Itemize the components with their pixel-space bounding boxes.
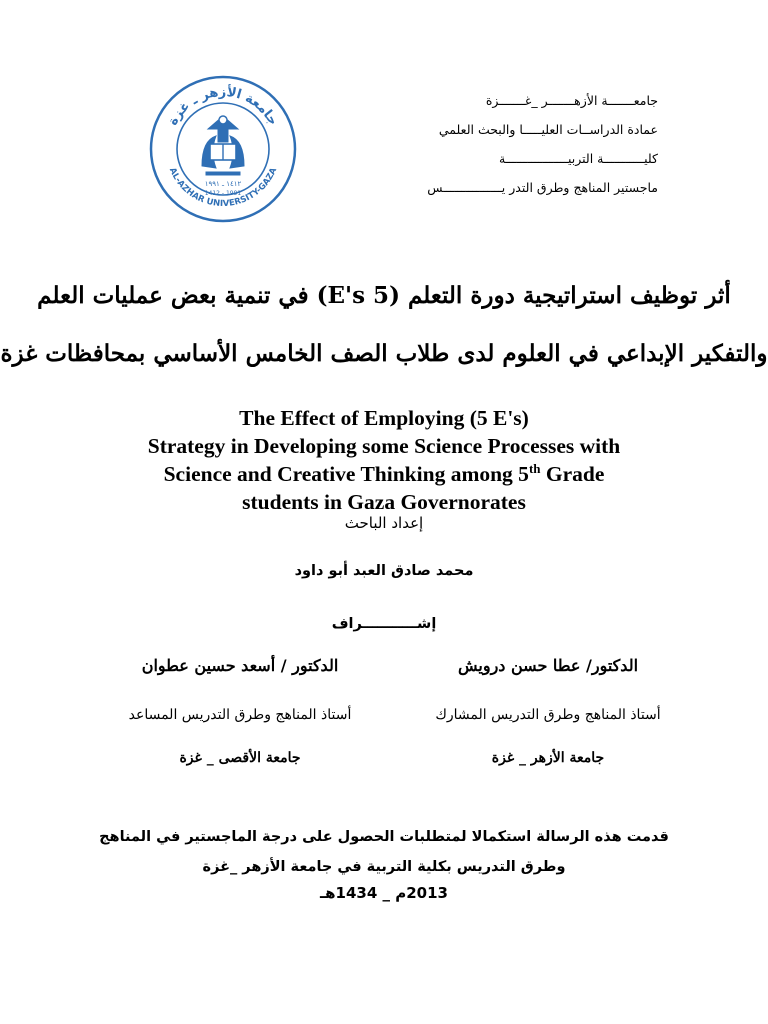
submission-line-1: قدمت هذه الرسالة استكمالا لمتطلبات الحصول على درجة الماجستير في المناهج [99,829,669,845]
supervisor-1-university: جامعة الأزهر _ غزة [491,750,605,766]
supervisor-2-university: جامعة الأقصى _ غزة [179,750,301,766]
supervisor-1-university-block [398,748,698,768]
logo-english-ring-text: AL-AZHAR UNIVERSITY-GAZA [166,166,280,210]
arabic-title-line-2: والتفكير الإبداعي في العلوم لدى طلاب الصف الخامس الأساسي بمحافظات غزة [0,340,768,367]
logo-year-en-text: 1412 - 1991 [204,190,242,197]
supervisor-2-rank-block [90,705,390,725]
logo-arabic-ring-text: جامعة الأزهر ـ غزة [165,84,281,129]
supervisor-2 [90,656,390,676]
prepared-by-label: إعداد الباحث [344,514,424,532]
english-title-line-1: The Effect of Employing (5 E's) [239,406,529,430]
submission-statement [0,822,768,882]
english-title-line-3b: Grade [540,462,605,486]
header-deanship: عمادة الدراســات العليـــــا والبحث العلمي [438,122,658,137]
supervisor-2-name: الدكتور / أسعد حسين عطوان [141,656,339,675]
al-azhar-seal-icon [148,74,298,224]
english-title [40,404,728,516]
university-header [358,86,658,202]
header-university-name: جامعـــــــة الأزهـــــــر _غـــــــزة [485,93,658,108]
english-title-superscript: th [528,460,541,476]
logo-emblem [202,116,244,175]
submission-line-2: وطرق التدريس بكلية التربية في جامعة الأزهر _غزة [202,859,566,875]
supervisor-1-rank-block [398,705,698,725]
supervisor-1-rank: أستاذ المناهج وطرق التدريس المشارك [435,707,661,723]
english-title-line-2: Strategy in Developing some Science Processes with [147,434,621,458]
supervisor-2-university-block [90,748,390,768]
header-program: ماجستير المناهج وطرق التدر يــــــــــــــــس [427,180,658,195]
researcher-name: محمد صادق العبد أبو داود [294,563,474,579]
supervision-label: إشـــــــــــراف [331,616,437,632]
english-title-line-4: students in Gaza Governorates [242,490,526,514]
supervisor-1-name: الدكتور/ عطا حسن درويش [457,656,639,675]
logo-year-text: ١٤١٢ ـ ١٩٩١ [204,180,242,188]
english-title-line-3a: Science and Creative Thinking among 5 [163,462,529,486]
header-faculty: كليـــــــــــة التربيـــــــــــــــــة [499,151,658,166]
supervisor-1 [398,656,698,676]
submission-date: 2013م _ 1434هـ [320,884,448,902]
university-logo [148,74,298,224]
arabic-title-line-1: أثر توظيف استراتيجية دورة التعلم (5 E's) في تنمية بعض عمليات العلم [37,282,731,309]
english-title-line-3 [40,460,728,488]
supervisor-2-rank: أستاذ المناهج وطرق التدريس المساعد [128,707,352,723]
